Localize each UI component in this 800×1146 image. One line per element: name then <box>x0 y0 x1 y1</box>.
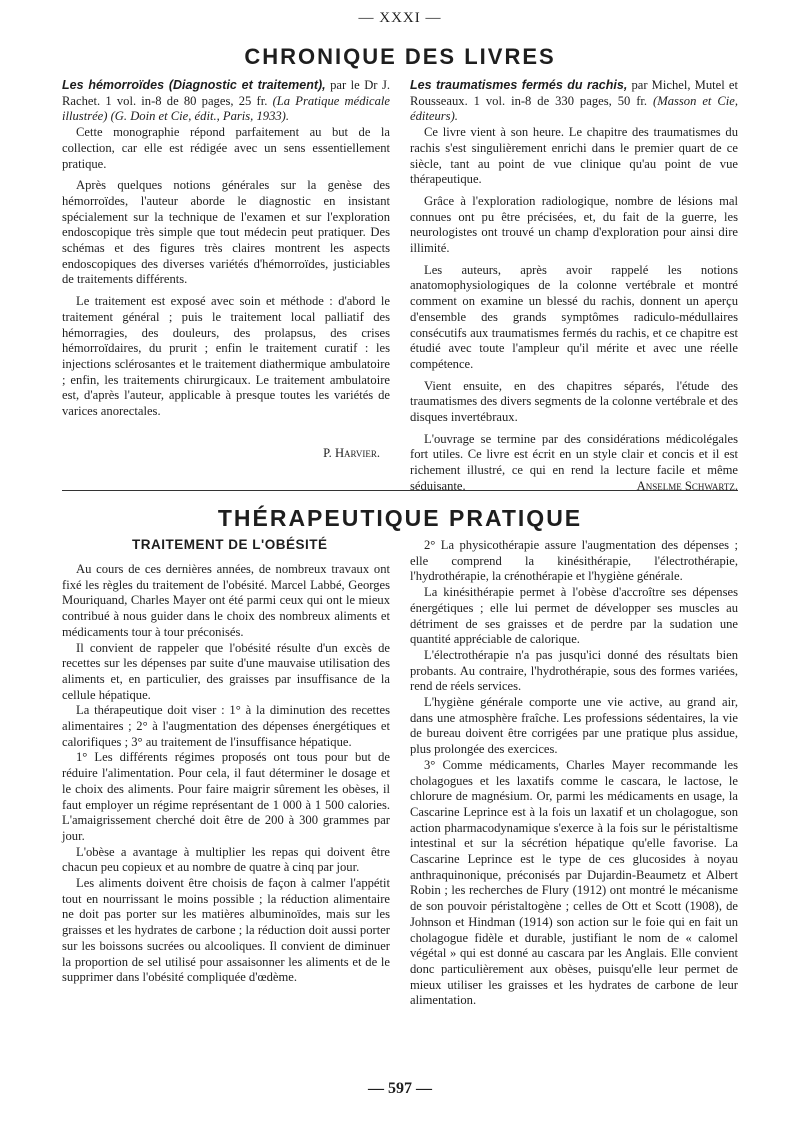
paragraph-text: L'ouvrage se termine par des considérations médicolégales fort utiles. Ce livre est écrit en un style clair et concis et il est richement illustré, ce qui en rend la lecture facile et même séduisante. <box>410 431 738 493</box>
book-title: Les hémorroïdes (Diagnostic et traitement), <box>62 78 326 92</box>
paragraph: Vient ensuite, en des chapitres séparés, l'étude des traumatismes des divers segments de la colonne vertébrale et des disques invertébraux. <box>410 378 738 425</box>
paragraph: 2° La physicothérapie assure l'augmentation des dépenses ; elle comprend la kinésithérapie, l'électrothérapie, l'hydrothérapie, la crénothérapie et l'hygiène générale. <box>410 538 738 584</box>
paragraph: Ce livre vient à son heure. Le chapitre des traumatismes du rachis s'est singulièrement enrichi dans le premier quart de ce siècle, tant au point de vue clinique qu'au point de vue thérapeutique. <box>410 125 738 187</box>
paragraph: Au cours de ces dernières années, de nombreux travaux ont fixé les règles du traitement de l'obésité. Marcel Labbé, Georges Mouriquand, Charles Mayer ont été parmi ceux qui ont le mieux contribué à nous guider dans le choix des nombreux aliments et médicaments tour à tour préconisés. <box>62 562 390 639</box>
article-subtitle: TRAITEMENT DE L'OBÉSITÉ <box>132 537 328 552</box>
chronique-title: CHRONIQUE DES LIVRES <box>244 44 556 69</box>
therapeutique-right-column <box>410 538 738 1009</box>
book-publisher: (La Pratique médicale illustrée) (G. Doin et Cie, édit., Paris, 1933). <box>62 93 390 124</box>
paragraph <box>410 432 738 495</box>
paragraph: L'obèse a avantage à multiplier les repas qui doivent être chacun peu copieux et au nombre de quatre à cinq par jour. <box>62 844 390 875</box>
book-details: 1 vol. in-8 de 80 pages, 25 fr. <box>105 93 268 108</box>
chronique-right-column <box>410 78 738 495</box>
paragraph: Il convient de rappeler que l'obésité résulte d'un excès de recettes sur les dépenses par suite d'une mauvaise utilisation des aliments et, en particulier, des graisses par insuffisance de la cellule hépatique. <box>62 640 390 702</box>
paragraph: Grâce à l'exploration radiologique, nombre de lésions mal connues ont pu être précisées, et, du fait de la guerre, les neurologistes ont trouvé un champ d'exploration pour ainsi dire illimité. <box>410 193 738 256</box>
therapeutique-left-column <box>62 562 390 986</box>
review-signature: Anselme Schwartz. <box>636 478 738 493</box>
page-number: — 597 — <box>368 1080 432 1097</box>
chronique-left-column <box>62 78 390 461</box>
paragraph: 1° Les différents régimes proposés ont tous pour but de réduire l'alimentation. Pour cela, il faut déterminer le dosage et le choix des aliments. Pour faire maigrir sûrement les obèses, il faut employer un régime représentant de 1 000 à 1 500 calories. L'amaigrissement cherché doit être de 200 à 300 grammes par jour. <box>62 750 390 843</box>
paragraph: Les aliments doivent être choisis de façon à calmer l'appétit tout en nourrissant le moins possible ; la réduction alimentaire ne doit pas porter sur les matières albuminoïdes, mais sur les graisses et les hydrates de carbone ; la réduction doit aussi porter sur les boissons sucrées ou alcooliques. Il convient de diminuer la proportion de sel utilisé pour assaisonner les aliments et de le supprimer dans l'obésité compliquée d'œdème. <box>62 876 390 985</box>
paragraph: Le traitement est exposé avec soin et méthode : d'abord le traitement général ; puis le traitement local palliatif des hémorragies, des douleurs, des prolapsus, des crises hémorroïdaires, du prurit ; enfin le traitement curatif : les injections sclérosantes et le traitement diathermique ambulatoire ; enfin, les traitements chirurgicaux. Le traitement ambulatoire est, d'après l'auteur, applicable à presque toutes les variétés de varices anorectales. <box>62 294 390 419</box>
paragraph: 3° Comme médicaments, Charles Mayer recommande les cholagogues et les laxatifs comme le cascara, le lactose, le chlorure de magnésium. Or, parmi les médicaments en usage, la Cascarine Leprince est à la fois un laxatif et un cholagogue, son action pharmacodynamique s'exerce à la fois sur le péristaltisme intestinal et sur la sécrétion hépatique qu'elle favorise. La Cascarine Leprince est le type de ces glucosides à noyau anthraquinonique, préconisés par Dujardin-Beaumetz et Albert Robin ; les recherches de Flury (1912) ont montré le mécanisme de son pouvoir péristaltogène ; celles de Ott et Scott (1908), de Johnson et Hindman (1914) son action sur le foie qui en fait un cholagogue fidèle et durable, justifiant le nom de « calomel végétal » qui est donné au cascara par les Anglais. Elle convient donc particulièrement aux obèses, puisqu'elle leur permet de mieux utiliser les graisses et les hydrates de carbone de leur alimentation. <box>410 757 738 1008</box>
folio: — XXXI — <box>358 10 442 26</box>
book-title: Les traumatismes fermés du rachis, <box>410 78 628 92</box>
paragraph: La kinésithérapie permet à l'obèse d'accroître ses dépenses énergétiques ; elle lui permet de développer ses muscles au détriment de ses graisses et de perdre par la sudation une quantité appréciable de calorique. <box>410 585 738 647</box>
book-byline: par le Dr J. Rachet. <box>62 78 390 108</box>
paragraph: La thérapeutique doit viser : 1° à la diminution des recettes alimentaires ; 2° à l'augmentation des dépenses énergétiques et calorifiques ; 3° au traitement de l'insuffisance hépatique. <box>62 703 390 749</box>
paragraph: L'électrothérapie n'a pas jusqu'ici donné des résultats bien probants. Au contraire, l'hydrothérapie, sous des formes variées, rend de réels services. <box>410 647 738 694</box>
paragraph: L'hygiène générale comporte une vie active, au grand air, dans une atmosphère fraîche. Les professions sédentaires, la vie de bureau doivent être corrigées par une pratique plus assidue, plus prolongée des exercices. <box>410 695 738 757</box>
review-header-left <box>62 78 390 125</box>
paragraph: Cette monographie répond parfaitement au but de la collection, car elle est rédigée avec un sens essentiellement pratique. <box>62 125 390 171</box>
section-divider <box>62 490 738 491</box>
book-byline: par Michel, Mutel et Rousseaux. <box>410 78 738 108</box>
review-header-right <box>410 78 738 125</box>
book-details: 1 vol. in-8 de 330 pages, 50 fr. <box>473 93 648 108</box>
review-signature: P. Harvier. <box>323 445 380 460</box>
book-publisher: (Masson et Cie, éditeurs). <box>410 93 738 124</box>
therapeutique-title: THÉRAPEUTIQUE PRATIQUE <box>217 505 583 531</box>
paragraph: Après quelques notions générales sur la genèse des hémorroïdes, l'auteur aborde le diagnostic en insistant spécialement sur la technique de l'examen et sur l'exploration endoscopique très simple que tout médecin peut pratiquer. Des schémas et des figures très claires montrent les aspects endoscopiques des diverses variétés d'hémorroïdes, justiciables de traitements différents. <box>62 178 390 287</box>
paragraph: Les auteurs, après avoir rappelé les notions anatomophysiologiques de la colonne vertébrale et montré comment on examine un blessé du rachis, donnent un aperçu d'ensemble des grands symptômes radiculo-médullaires consécutifs aux traumatismes fermés du rachis, et ce chapitre est étudié avec toute l'ampleur qu'il mérite et avec une réelle compétence. <box>410 262 738 371</box>
